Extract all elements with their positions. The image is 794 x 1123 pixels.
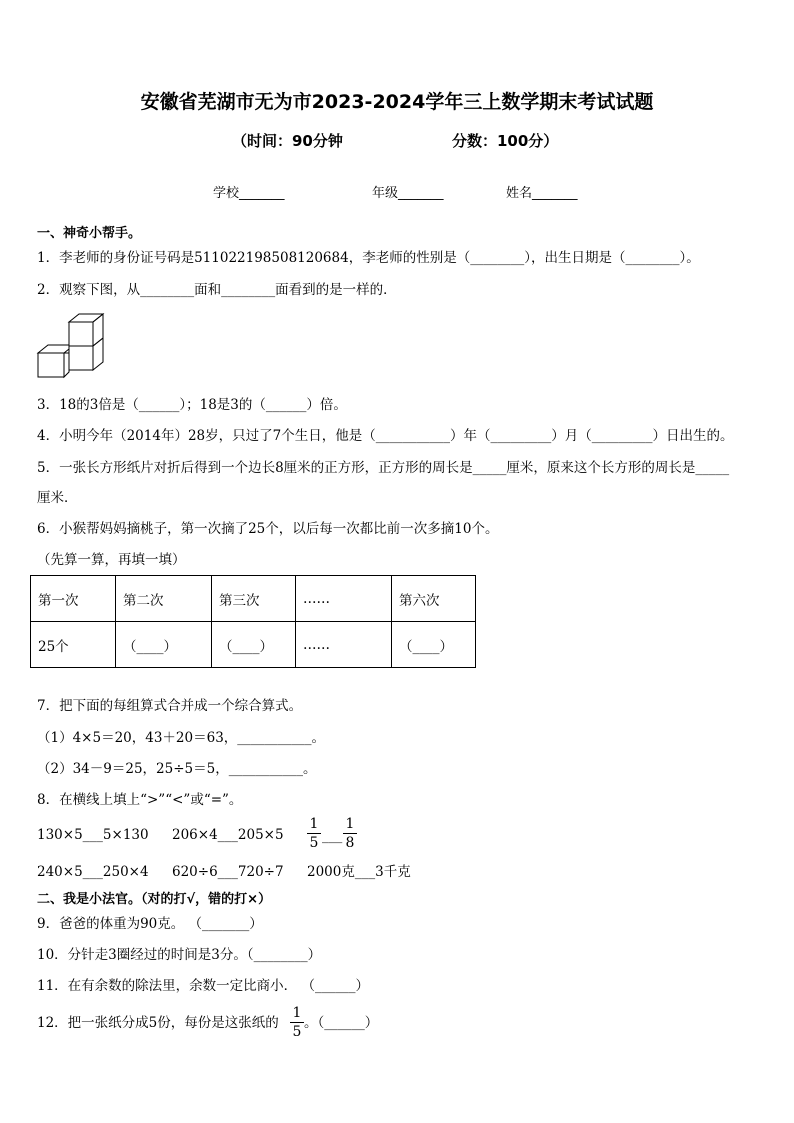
question-5-line-2: 厘米． xyxy=(37,490,78,506)
table-cell: 25个 xyxy=(31,622,116,668)
fraction-denominator: 8 xyxy=(345,835,355,851)
table-cell: （____） xyxy=(116,622,212,668)
question-3: 3．18的3倍是（______）；18是3的（______）倍。 xyxy=(37,397,347,413)
question-11: 11．在有余数的除法里，余数一定比商小． （______） xyxy=(37,978,369,994)
school-field: 学校_______ xyxy=(213,186,285,201)
table-row xyxy=(31,622,476,668)
question-10: 10．分针走3圈经过的时间是3分。（________） xyxy=(37,947,322,963)
question-12-answer: 。（______） xyxy=(304,1015,379,1031)
grade-field: 年级_______ xyxy=(372,186,444,201)
score-label: 分数：100分） xyxy=(452,132,559,150)
table-header-cell: 第一次 xyxy=(31,576,116,622)
question-7: 7．把下面的每组算式合并成一个综合算式。 xyxy=(37,698,303,714)
question-7-part-1: （1）4×5＝20，43＋20＝63，___________。 xyxy=(37,730,326,746)
table-header-cell: …… xyxy=(296,576,392,622)
table-row xyxy=(31,576,476,622)
fraction-denominator: 5 xyxy=(309,835,319,851)
question-9: 9．爸爸的体重为90克。 （_______） xyxy=(37,916,263,932)
compare-item: 206×4___205×5 xyxy=(172,827,284,843)
fraction-one-fifth xyxy=(307,816,321,851)
compare-item: 240×5___250×4 xyxy=(37,864,149,880)
page-title: 安徽省芜湖市无为市2023-2024学年三上数学期末考试试题 xyxy=(140,91,654,113)
fraction-one-eighth xyxy=(343,816,357,851)
table-header-cell: 第六次 xyxy=(392,576,476,622)
name-field: 姓名_______ xyxy=(506,186,578,201)
compare-item: 2000克___3千克 xyxy=(307,864,411,880)
compare-item: 620÷6___720÷7 xyxy=(172,864,284,880)
fraction-numerator: 1 xyxy=(345,816,355,832)
question-7-part-2: （2）34－9＝25，25÷5＝5，___________。 xyxy=(37,761,317,777)
peach-table xyxy=(30,575,476,668)
fraction-numerator: 1 xyxy=(309,816,319,832)
fraction-numerator: 1 xyxy=(292,1005,302,1021)
cube-figure xyxy=(36,312,106,380)
table-header-cell: 第三次 xyxy=(212,576,296,622)
question-6: 6．小猴帮妈妈摘桃子，第一次摘了25个，以后每一次都比前一次多摘10个。 xyxy=(37,521,499,537)
question-1: 1．李老师的身份证号码是511022198508120684，李老师的性别是（________），出生日期是（________）。 xyxy=(37,250,700,266)
section-2-heading: 二、我是小法官。（对的打√，错的打×） xyxy=(37,892,272,907)
table-cell: （____） xyxy=(212,622,296,668)
compare-blank: ___ xyxy=(322,828,343,844)
table-cell: …… xyxy=(296,622,392,668)
question-4: 4．小明今年（2014年）28岁，只过了7个生日，他是（___________）年（_________）月（_________）日出生的。 xyxy=(37,428,734,444)
question-5-line-1: 5．一张长方形纸片对折后得到一个边长8厘米的正方形，正方形的周长是_____厘米，原来这个长方形的周长是_____ xyxy=(37,460,730,476)
table-cell: （____） xyxy=(392,622,476,668)
time-label: （时间：90分钟 xyxy=(232,132,343,150)
compare-item: 130×5___5×130 xyxy=(37,827,149,843)
question-8: 8．在横线上填上“>”“<”或“=”。 xyxy=(37,792,243,808)
question-2: 2．观察下图，从________面和________面看到的是一样的． xyxy=(37,282,397,298)
section-1-heading: 一、神奇小帮手。 xyxy=(37,226,142,241)
question-12-text: 12．把一张纸分成5份，每份是这张纸的 xyxy=(37,1015,279,1031)
fraction-one-fifth xyxy=(290,1005,304,1040)
question-6-hint: （先算一算，再填一填） xyxy=(37,552,186,568)
table-header-cell: 第二次 xyxy=(116,576,212,622)
fraction-denominator: 5 xyxy=(292,1024,302,1040)
